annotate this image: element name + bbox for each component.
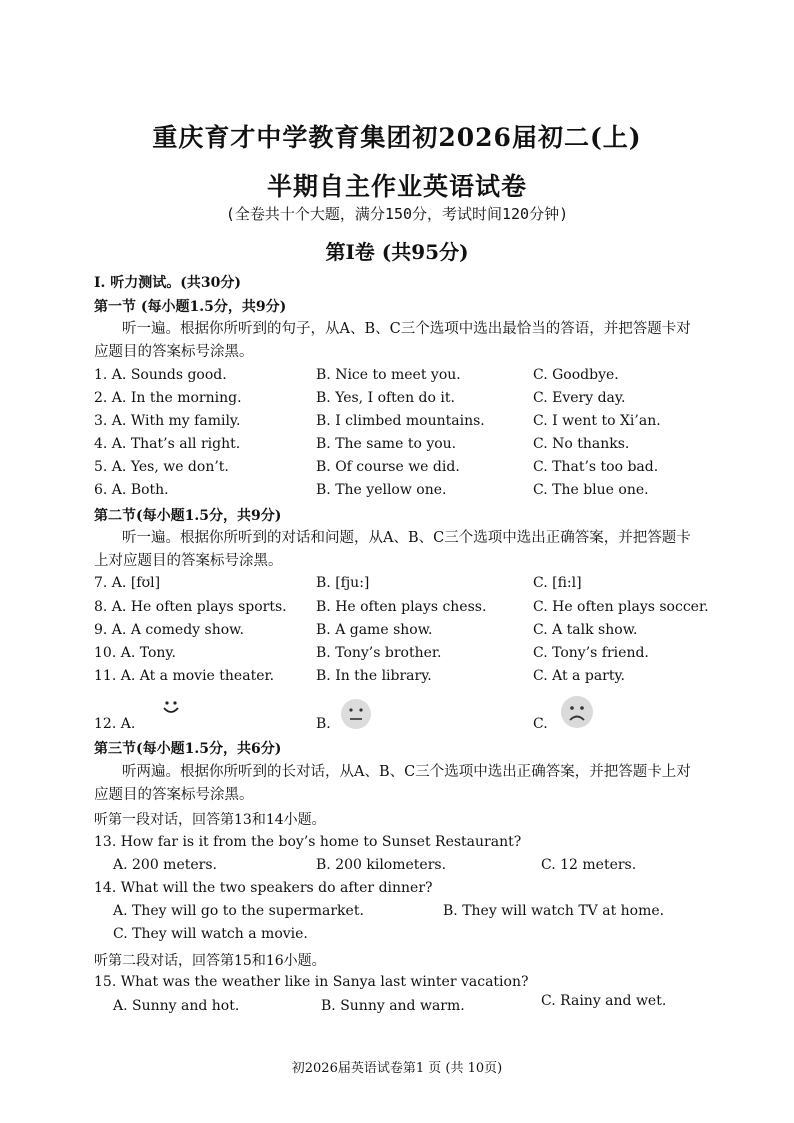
q15-option-c: C. Rainy and wet. [541, 993, 667, 1009]
q1-option-b: B. Nice to meet you. [316, 367, 461, 383]
q11-option-b: B. In the library. [316, 668, 432, 684]
exam-title: 重庆育才中学教育集团初2026届初二(上) [152, 123, 642, 152]
section3-instruction: 听两遍。根据你所听到的长对话，从A、B、C三个选项中选出正确答案，并把答题卡上对应题目的答案标号涂黑。 [94, 764, 691, 803]
q15-text: 15. What was the weather like in Sanya last winter vacation? [94, 974, 529, 990]
exam-note: (全卷共十个大题，满分150分，考试时间120分钟) [225, 205, 569, 223]
q10-option-c: C. Tony’s friend. [533, 645, 649, 661]
q13-option-c: C. 12 meters. [541, 857, 637, 873]
q4-option-a: 4. A. That’s all right. [94, 436, 241, 452]
section2-heading: 第二节(每小题1.5分，共9分) [94, 508, 282, 524]
q10-option-b: B. Tony’s brother. [316, 645, 442, 661]
q10-option-a: 10. A. Tony. [94, 645, 176, 661]
q14-option-b: B. They will watch TV at home. [443, 903, 665, 919]
q11-option-a: 11. A. At a movie theater. [94, 668, 275, 684]
q14-option-a: A. They will go to the supermarket. [113, 903, 364, 919]
q12-option-a: 12. A. [94, 716, 136, 732]
page-footer: 初2026届英语试卷第1 页 (共 10页) [291, 1061, 503, 1076]
q6-option-c: C. The blue one. [533, 482, 649, 498]
q4-option-c: C. No thanks. [533, 436, 630, 452]
q15-option-b: B. Sunny and warm. [321, 998, 465, 1014]
q3-option-a: 3. A. With my family. [94, 413, 241, 429]
q13-text: 13. How far is it from the boy’s home to Sunset Restaurant? [94, 834, 522, 850]
section1-heading: 第一节 (每小题1.5分，共9分) [94, 299, 287, 315]
q8-option-a: 8. A. He often plays sports. [94, 599, 287, 615]
exam-subtitle: 半期自主作业英语试卷 [266, 172, 527, 201]
q4-option-b: B. The same to you. [316, 436, 457, 452]
q7-option-b: B. [fju:] [316, 575, 370, 591]
dialog1-intro: 听第一段对话，回答第13和14小题。 [94, 812, 326, 828]
section2-instruction: 听一遍。根据你所听到的对话和问题，从A、B、C三个选项中选出正确答案，并把答题卡上对应题目的答案标号涂黑。 [94, 530, 691, 569]
q14-text: 14. What will the two speakers do after dinner? [94, 880, 433, 896]
part-heading: I. 听力测试。(共30分) [94, 275, 242, 291]
q6-option-a: 6. A. Both. [94, 482, 169, 498]
smiling-face-icon [158, 694, 184, 720]
q14-option-c: C. They will watch a movie. [113, 926, 308, 942]
q13-option-a: A. 200 meters. [113, 857, 217, 873]
section1-instruction: 听一遍。根据你所听到的句子，从A、B、C三个选项中选出最恰当的答语，并把答题卡对应题目的答案标号涂黑。 [94, 321, 691, 360]
q3-option-b: B. I climbed mountains. [316, 413, 485, 429]
q7-option-c: C. [fi:l] [533, 575, 582, 591]
section3-heading: 第三节(每小题1.5分，共6分) [94, 741, 282, 757]
dialog2-intro: 听第二段对话，回答第15和16小题。 [94, 953, 326, 969]
q3-option-c: C. I went to Xi’an. [533, 413, 661, 429]
neutral-face-icon [340, 698, 372, 730]
q5-option-a: 5. A. Yes, we don’t. [94, 459, 229, 475]
q8-option-b: B. He often plays chess. [316, 599, 487, 615]
q1-option-a: 1. A. Sounds good. [94, 367, 227, 383]
q9-option-b: B. A game show. [316, 622, 433, 638]
volume-heading: 第Ⅰ卷 (共95分) [325, 240, 469, 264]
q9-option-c: C. A talk show. [533, 622, 638, 638]
q12-option-c: C. [533, 716, 548, 732]
q2-option-c: C. Every day. [533, 390, 626, 406]
q9-option-a: 9. A. A comedy show. [94, 622, 244, 638]
q2-option-b: B. Yes, I often do it. [316, 390, 455, 406]
q2-option-a: 2. A. In the morning. [94, 390, 242, 406]
q6-option-b: B. The yellow one. [316, 482, 447, 498]
q7-option-a: 7. A. [fʊl] [94, 575, 161, 591]
q13-option-b: B. 200 kilometers. [316, 857, 447, 873]
q8-option-c: C. He often plays soccer. [533, 599, 709, 615]
q11-option-c: C. At a party. [533, 668, 625, 684]
q15-option-a: A. Sunny and hot. [113, 998, 240, 1014]
q5-option-c: C. That’s too bad. [533, 459, 659, 475]
q1-option-c: C. Goodbye. [533, 367, 619, 383]
q5-option-b: B. Of course we did. [316, 459, 460, 475]
sad-face-icon [560, 695, 594, 729]
q12-option-b: B. [316, 716, 331, 732]
